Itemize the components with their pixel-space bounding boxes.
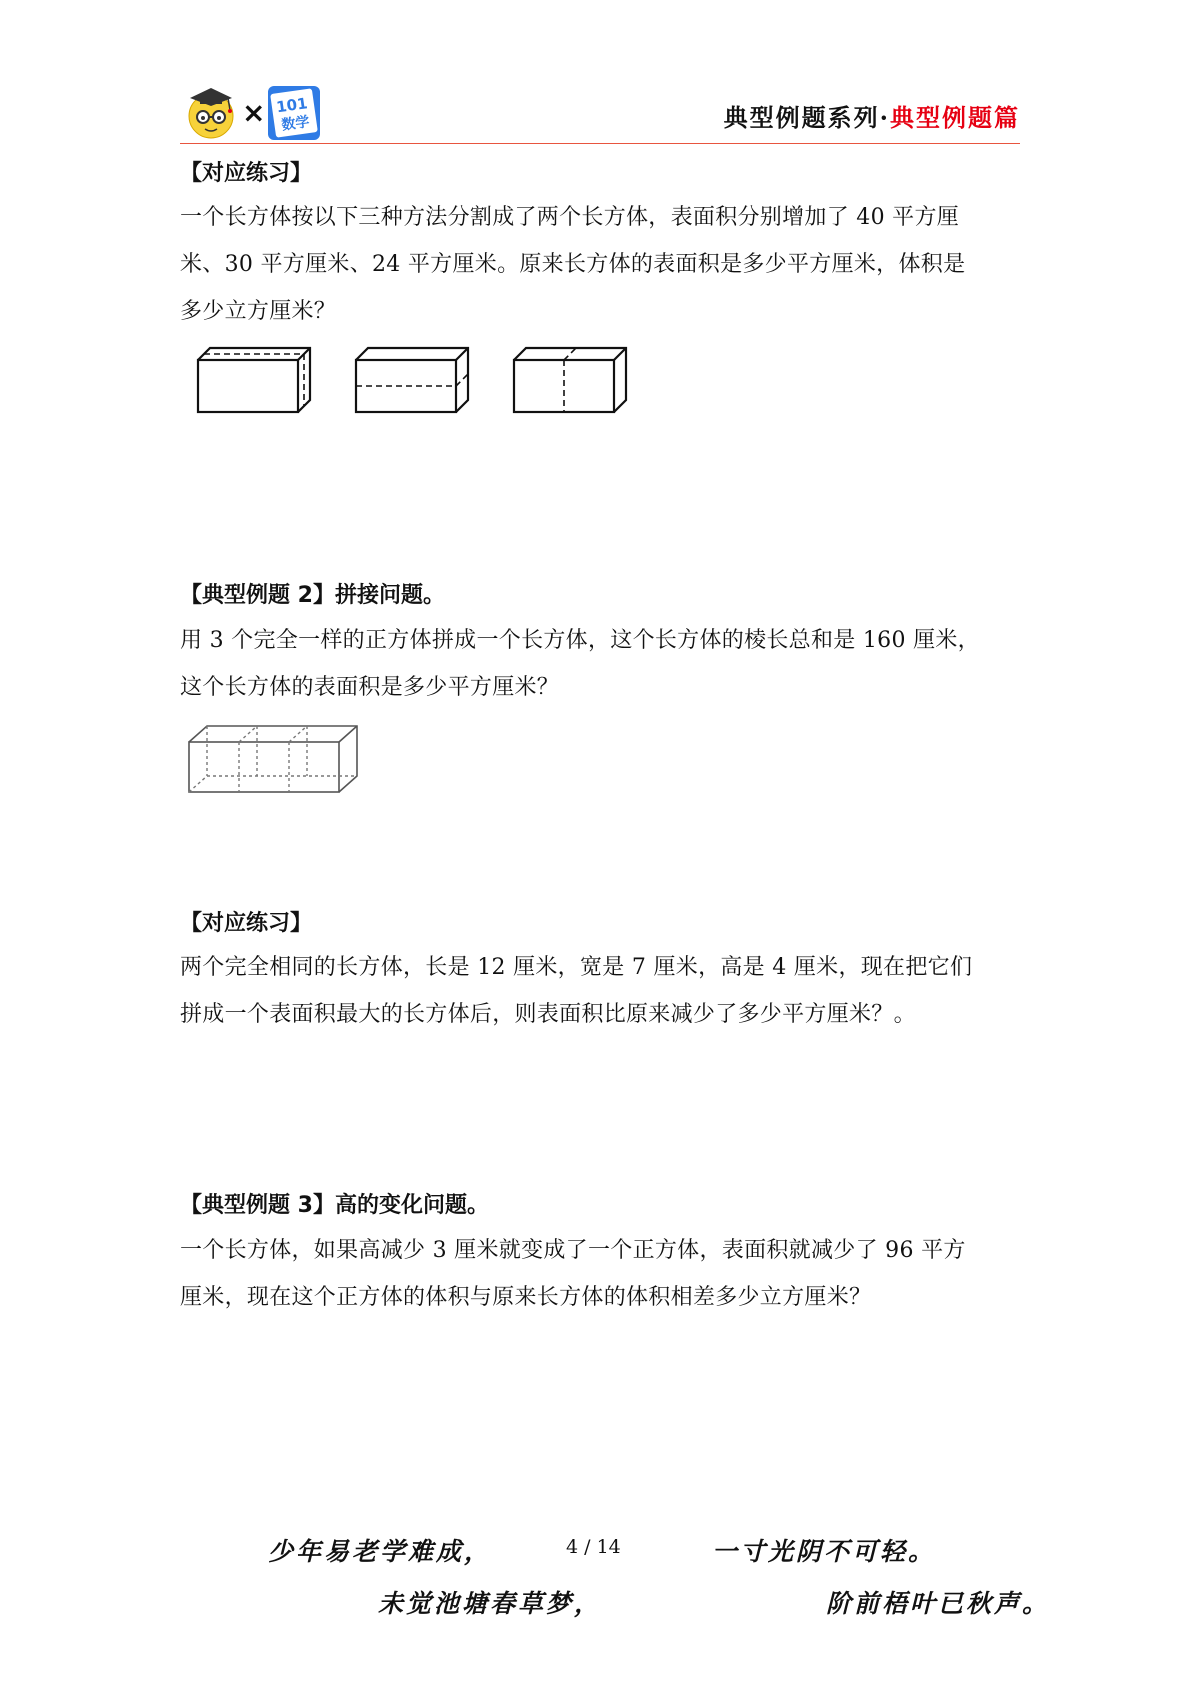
math-101-logo-icon [266, 84, 322, 142]
series-title-main: 典型例题系列· [723, 103, 890, 132]
logo-101-subtext: 数学 [280, 114, 311, 134]
text-line: 用 3 个完全一样的正方体拼成一个长方体，这个长方体的棱长总和是 160 厘米， [180, 628, 980, 653]
page-number: 4 / 14 [566, 1536, 621, 1558]
practice-2-question [180, 944, 1025, 1038]
page-header [180, 80, 1020, 146]
text-line: 一个长方体，如果高减少 3 厘米就变成了一个正方体，表面积就减少了 96 平方 [180, 1238, 966, 1263]
section-heading-example-3: 【典型例题 3】高的变化问题。 [180, 1193, 489, 1218]
text-line: 拼成一个表面积最大的长方体后，则表面积比原来减少了多少平方厘米？。 [180, 1002, 916, 1027]
example-2-question [180, 617, 1025, 711]
logo-separator: × [242, 96, 266, 129]
series-title [724, 98, 1020, 133]
footer-poem-line-4: 阶前梧叶已秋声。 [826, 1589, 1051, 1618]
logo-101-text: 101 [275, 94, 309, 117]
text-line: 米、30 平方厘米、24 平方厘米。原来长方体的表面积是多少平方厘米，体积是 [180, 252, 966, 277]
text-line: 这个长方体的表面积是多少平方厘米？ [180, 675, 560, 700]
cuboid-top-cut [198, 348, 310, 412]
cuboid-vertical-cut [514, 348, 626, 412]
section-heading-example-2: 【典型例题 2】拼接问题。 [180, 583, 445, 608]
cuboid-cuts-figure [190, 340, 660, 420]
practice-1-question [180, 194, 1025, 335]
cuboid-middle-cut [356, 348, 468, 412]
footer-poem-line-2: 一寸光阴不可轻。 [712, 1537, 937, 1566]
example-3-question [180, 1227, 1025, 1321]
header-divider [180, 143, 1020, 144]
section-heading-practice-1: 【对应练习】 [180, 161, 313, 186]
text-line: 厘米，现在这个正方体的体积与原来长方体的体积相差多少立方厘米？ [180, 1285, 872, 1310]
footer-poem-line-1: 少年易老学难成， [268, 1537, 493, 1566]
joined-cubes-figure [185, 720, 365, 800]
mascot-logo-icon [184, 84, 238, 140]
footer-poem-line-3: 未觉池塘春草梦， [378, 1589, 603, 1618]
text-line: 一个长方体按以下三种方法分割成了两个长方体，表面积分别增加了 40 平方厘 [180, 205, 960, 230]
series-title-sub: 典型例题篇 [890, 103, 1020, 132]
section-heading-practice-2: 【对应练习】 [180, 911, 313, 936]
text-line: 多少立方厘米？ [180, 299, 337, 324]
text-line: 两个完全相同的长方体，长是 12 厘米，宽是 7 厘米，高是 4 厘米，现在把它们 [180, 955, 973, 980]
